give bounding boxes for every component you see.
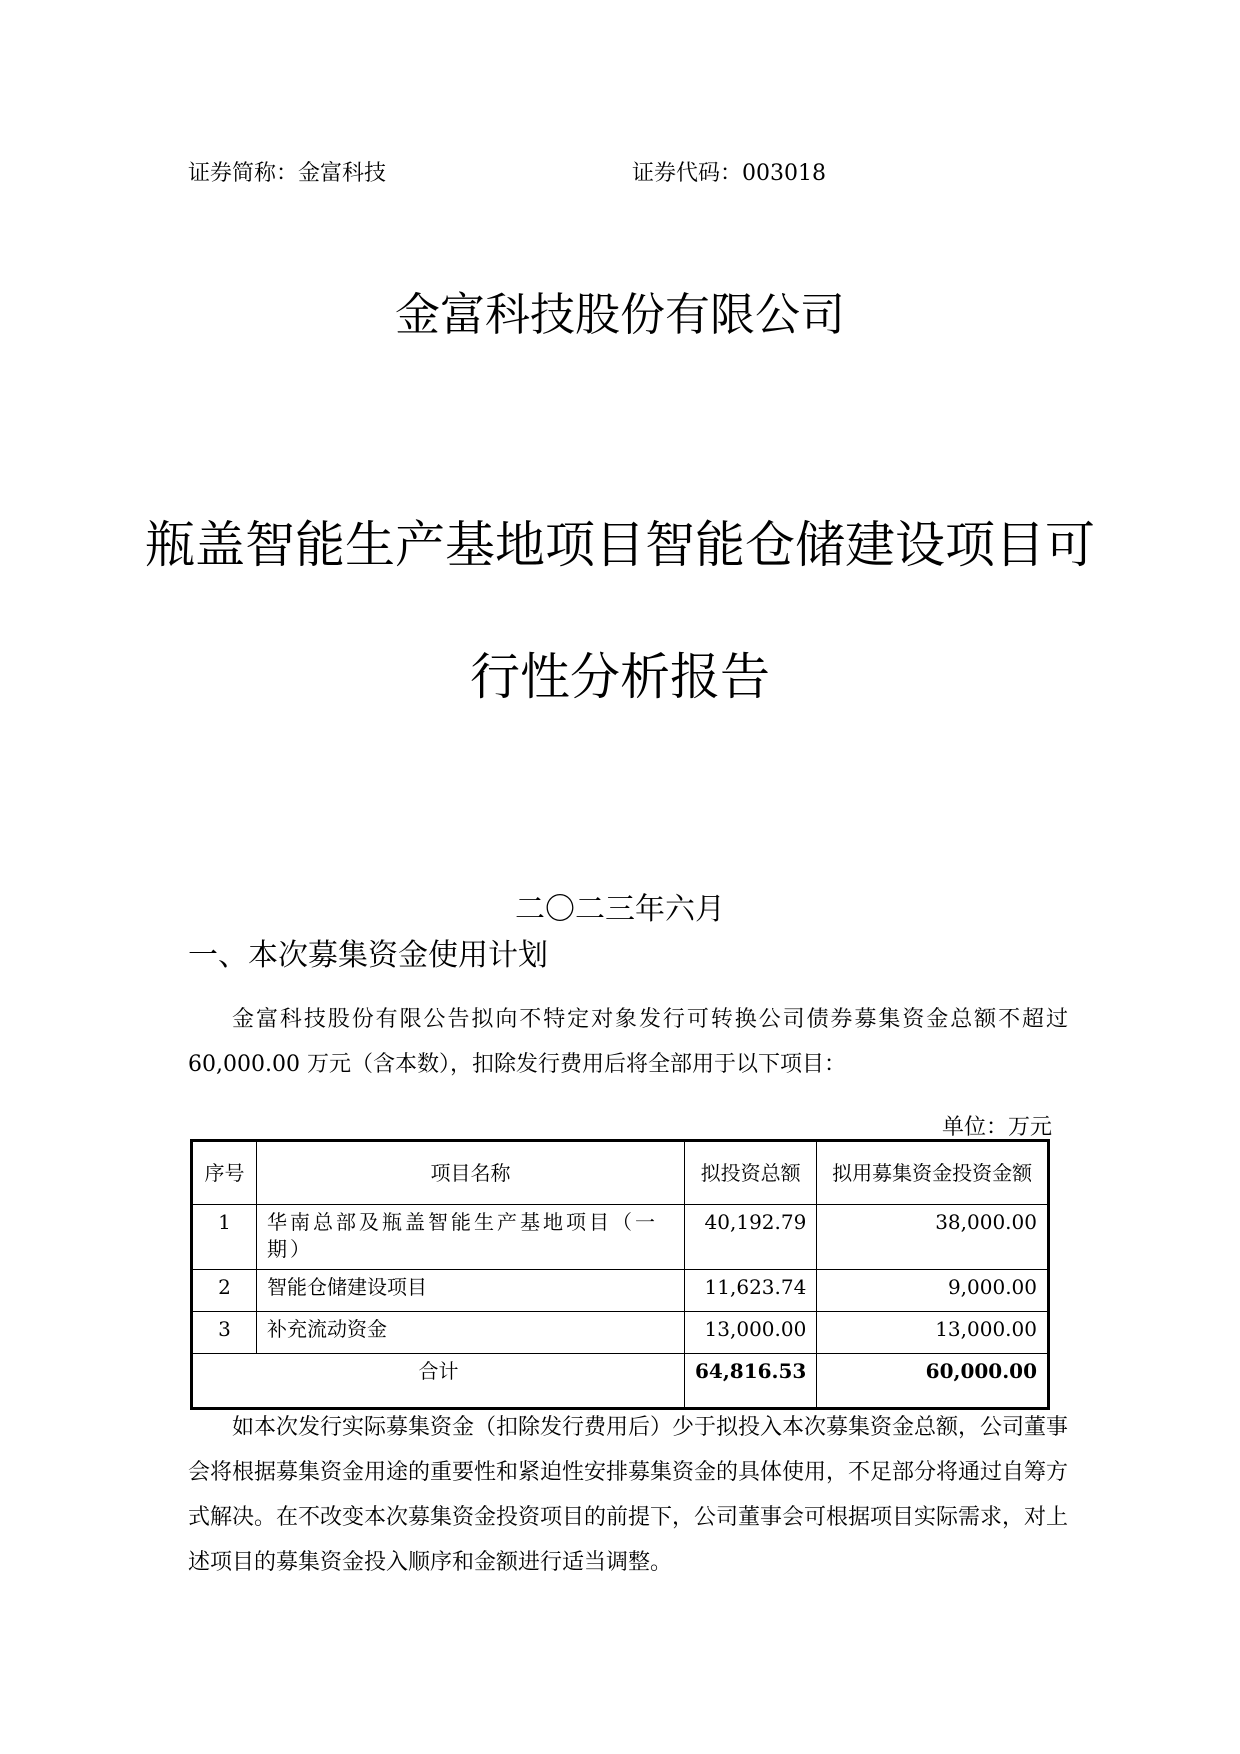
cell-total: 13,000.00 (685, 1312, 817, 1354)
fund-usage-table (190, 1139, 1050, 1410)
section-heading: 一、本次募集资金使用计划 (188, 938, 548, 973)
table-row (192, 1312, 1049, 1354)
report-title-line2: 行性分析报告 (470, 648, 770, 706)
cell-raised: 9,000.00 (817, 1270, 1049, 1312)
intro-paragraph: 金富科技股份有限公告拟向不特定对象发行可转换公司债券募集资金总额不超过 60,000.00 万元（含本数），扣除发行费用后将全部用于以下项目： (188, 1007, 1068, 1077)
unit-label: 单位：万元 (941, 1115, 1052, 1140)
cell-raised: 38,000.00 (817, 1205, 1049, 1270)
header-cell: 序号 (192, 1141, 257, 1205)
report-date: 二〇二三年六月 (515, 892, 725, 927)
cell-no: 3 (192, 1312, 257, 1354)
table-row (192, 1205, 1049, 1270)
header-cell: 拟投资总额 (685, 1141, 817, 1205)
table-row (192, 1270, 1049, 1312)
security-short-name: 证券简称：金富科技 (188, 161, 387, 186)
cell-name: 华南总部及瓶盖智能生产基地项目（一期） (257, 1205, 685, 1270)
cell-total: 11,623.74 (685, 1270, 817, 1312)
security-code: 证券代码：003018 (632, 161, 826, 186)
cell-name: 补充流动资金 (257, 1312, 685, 1354)
report-title-line1: 瓶盖智能生产基地项目智能仓储建设项目可 (145, 516, 1095, 574)
table-header-row (192, 1141, 1049, 1205)
total-label: 合计 (192, 1354, 685, 1409)
company-name: 金富科技股份有限公司 (394, 288, 845, 341)
total-total: 64,816.53 (685, 1354, 817, 1409)
table-total-row (192, 1354, 1049, 1409)
cell-total: 40,192.79 (685, 1205, 817, 1270)
cell-no: 1 (192, 1205, 257, 1270)
cell-name: 智能仓储建设项目 (257, 1270, 685, 1312)
total-raised: 60,000.00 (817, 1354, 1049, 1409)
closing-paragraph: 如本次发行实际募集资金（扣除发行费用后）少于拟投入本次募集资金总额，公司董事会将根据募集资金用途的重要性和紧迫性安排募集资金的具体使用，不足部分将通过自筹方式解决。在不改变本次募集资金投资项目的前提下，公司董事会可根据项目实际需求，对上述项目的募集资金投入顺序和金额进行适当调整。 (188, 1415, 1069, 1575)
header-cell: 拟用募集资金投资金额 (817, 1141, 1049, 1205)
cell-raised: 13,000.00 (817, 1312, 1049, 1354)
cell-no: 2 (192, 1270, 257, 1312)
header-cell: 项目名称 (257, 1141, 685, 1205)
